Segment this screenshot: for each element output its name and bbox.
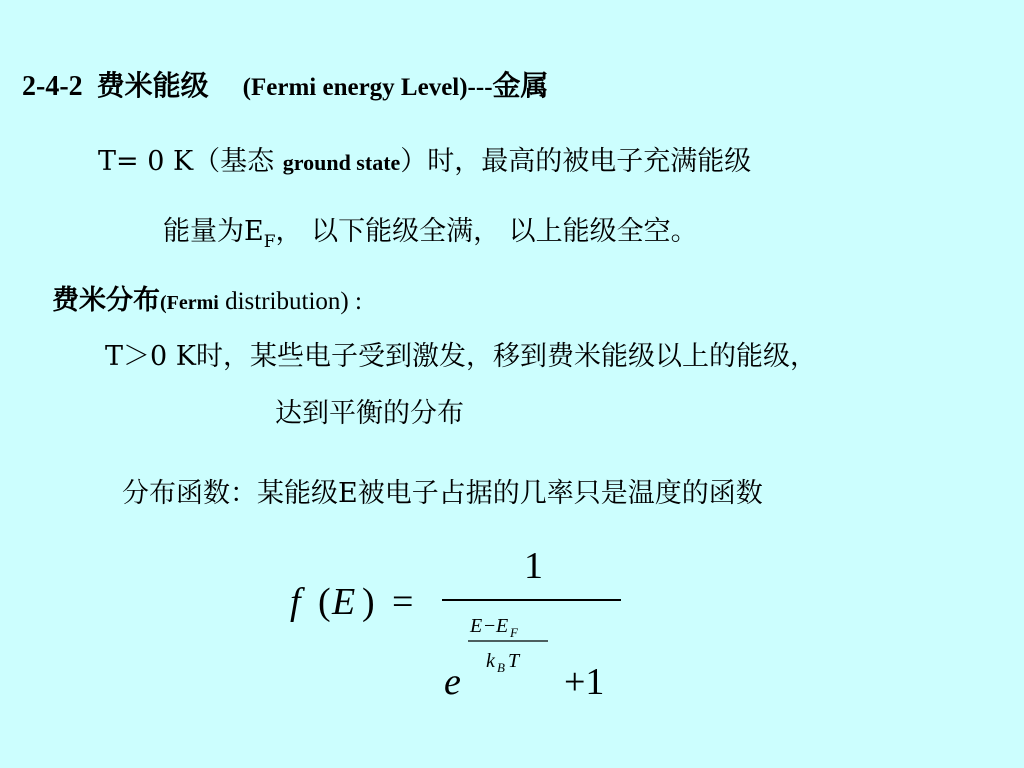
exp-den-k-sub: B bbox=[497, 660, 505, 675]
title-zh: 费米能级 bbox=[96, 69, 209, 102]
exp-den-T: T bbox=[508, 650, 520, 672]
formula-equals: = bbox=[392, 581, 414, 623]
formula-close-paren: ) bbox=[362, 581, 375, 623]
excited-line-2: 达到平衡的分布 bbox=[275, 398, 464, 429]
energy-suffix: ， 以下能级全满， 以上能级全空。 bbox=[275, 216, 698, 247]
distribution-heading-zh: 费米分布 bbox=[52, 285, 160, 316]
exp-num-EF-sub: F bbox=[510, 625, 518, 640]
section-number: 2-4-2 bbox=[22, 71, 83, 102]
energy-subscript: F bbox=[263, 232, 276, 252]
formula-f: f bbox=[290, 581, 301, 623]
exp-num-E: E bbox=[470, 615, 483, 637]
distribution-heading bbox=[52, 287, 362, 314]
energy-prefix: 能量为E bbox=[163, 216, 264, 247]
ground-state-prefix: T= 0 K（基态 bbox=[98, 146, 283, 177]
title-zh-tail: 金属 bbox=[492, 69, 549, 102]
formula-open-paren: ( bbox=[318, 581, 331, 623]
fermi-dirac-formula bbox=[280, 530, 640, 710]
exp-num-minus: − bbox=[484, 615, 496, 637]
ground-state-suffix: ）时，最高的被电子充满能级 bbox=[400, 146, 752, 177]
formula-E: E bbox=[332, 581, 356, 623]
distribution-heading-en-bold: (Fermi bbox=[160, 292, 219, 314]
energy-line bbox=[163, 216, 698, 252]
excited-line-1: T＞0 K时，某些电子受到激发，移到费米能级以上的能级， bbox=[105, 341, 817, 372]
ground-state-en: ground state bbox=[282, 150, 401, 175]
formula-e-base: e bbox=[444, 661, 461, 703]
formula-numerator: 1 bbox=[524, 545, 543, 587]
formula-plus-one: +1 bbox=[564, 661, 605, 703]
exp-den-k: k bbox=[486, 650, 495, 672]
function-definition: 分布函数：某能级E被电子占据的几率只是温度的函数 bbox=[122, 478, 763, 509]
slide-title bbox=[22, 69, 549, 102]
title-en: (Fermi energy Level)--- bbox=[242, 74, 493, 101]
exp-num-EF: E bbox=[496, 615, 509, 637]
distribution-heading-en-rest: distribution) : bbox=[218, 288, 362, 315]
ground-state-line bbox=[98, 148, 751, 175]
